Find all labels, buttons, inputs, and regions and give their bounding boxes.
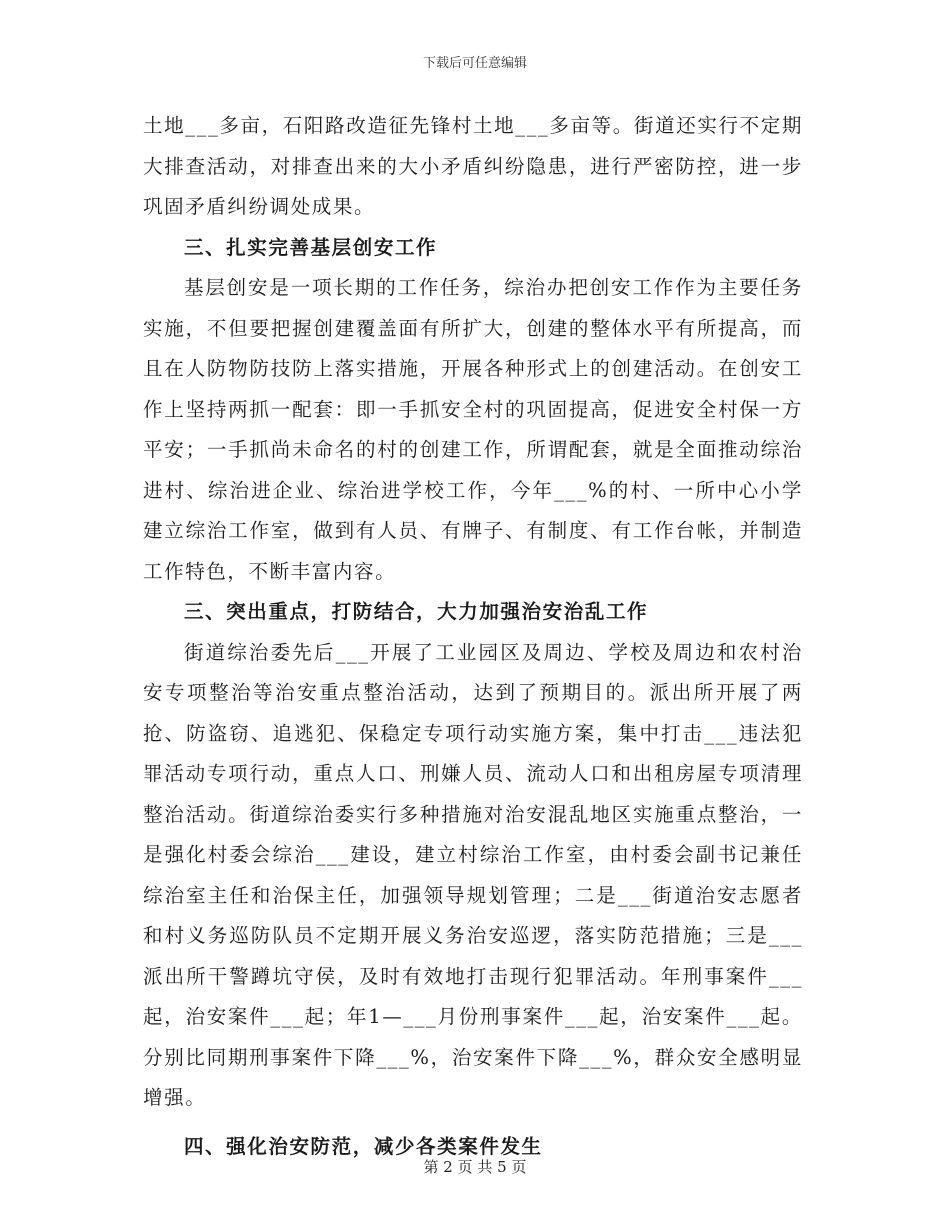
page-number: 第 2 页 共 5 页 (423, 1158, 527, 1176)
section-heading-grassroots-safety: 三、扎实完善基层创安工作 (183, 235, 438, 259)
section-heading-public-order: 三、突出重点，打防结合，大力加强治安治乱工作 (183, 600, 649, 623)
paragraph-grassroots-safety: 基层创安是一项长期的工作任务，综治办把创安工作作为主要任务实施，不但要把握创建覆盖面有所扩大，创建的整体水平有所提高，而且在人防物防技防上落实措施，开展各种形式上的创建活动。在创安工作上坚持两抓一配套：即一手抓安全村的巩固提高，促进安全村保一方平安；一手抓尚未命名的村的创建工作，所谓配套，就是全面推动综治进村、综治进企业、综治进学校工作，今年___%的村、一所中心小学建立综治工作室，做到有人员、有牌子、有制度、有工作台帐，并制造工作特色，不断丰富内容。 (143, 276, 803, 583)
section-heading-prevention: 四、强化治安防范，减少各类案件发生 (183, 1134, 543, 1158)
page-header: 下载后可任意编辑 (422, 56, 527, 71)
paragraph-public-order: 街道综治委先后___开展了工业园区及周边、学校及周边和农村治安专项整治等治安重点整治活动，达到了预期目的。派出所开展了两抢、防盗窃、追逃犯、保稳定专项行动实施方案，集中打击___违法犯罪活动专项行动，重点人口、刑嫌人员、流动人口和出租房屋专项清理整治活动。街道综治委实行多种措施对治安混乱地区实施重点整治，一是强化村委会综治___建设，建立村综治工作室，由村委会副书记兼任综治室主任和治保主任，加强领导规划管理；二是___街道治安志愿者和村义务巡防队员不定期开展义务治安巡逻，落实防范措施；三是___派出所干警蹲坑守侯，及时有效地打击现行犯罪活动。年刑事案件___起，治安案件___起；年1—___月份刑事案件___起，治安案件___起。分别比同期刑事案件下降___%，治安案件下降___%，群众安全感明显增强。 (143, 640, 803, 1109)
document-body (143, 106, 803, 1167)
paragraph-continuation: 土地___多亩，石阳路改造征先锋村土地___多亩等。街道还实行不定期大排查活动，对排查出来的大小矛盾纠纷隐患，进行严密防控，进一步巩固矛盾纠纷调处成果。 (143, 114, 803, 218)
